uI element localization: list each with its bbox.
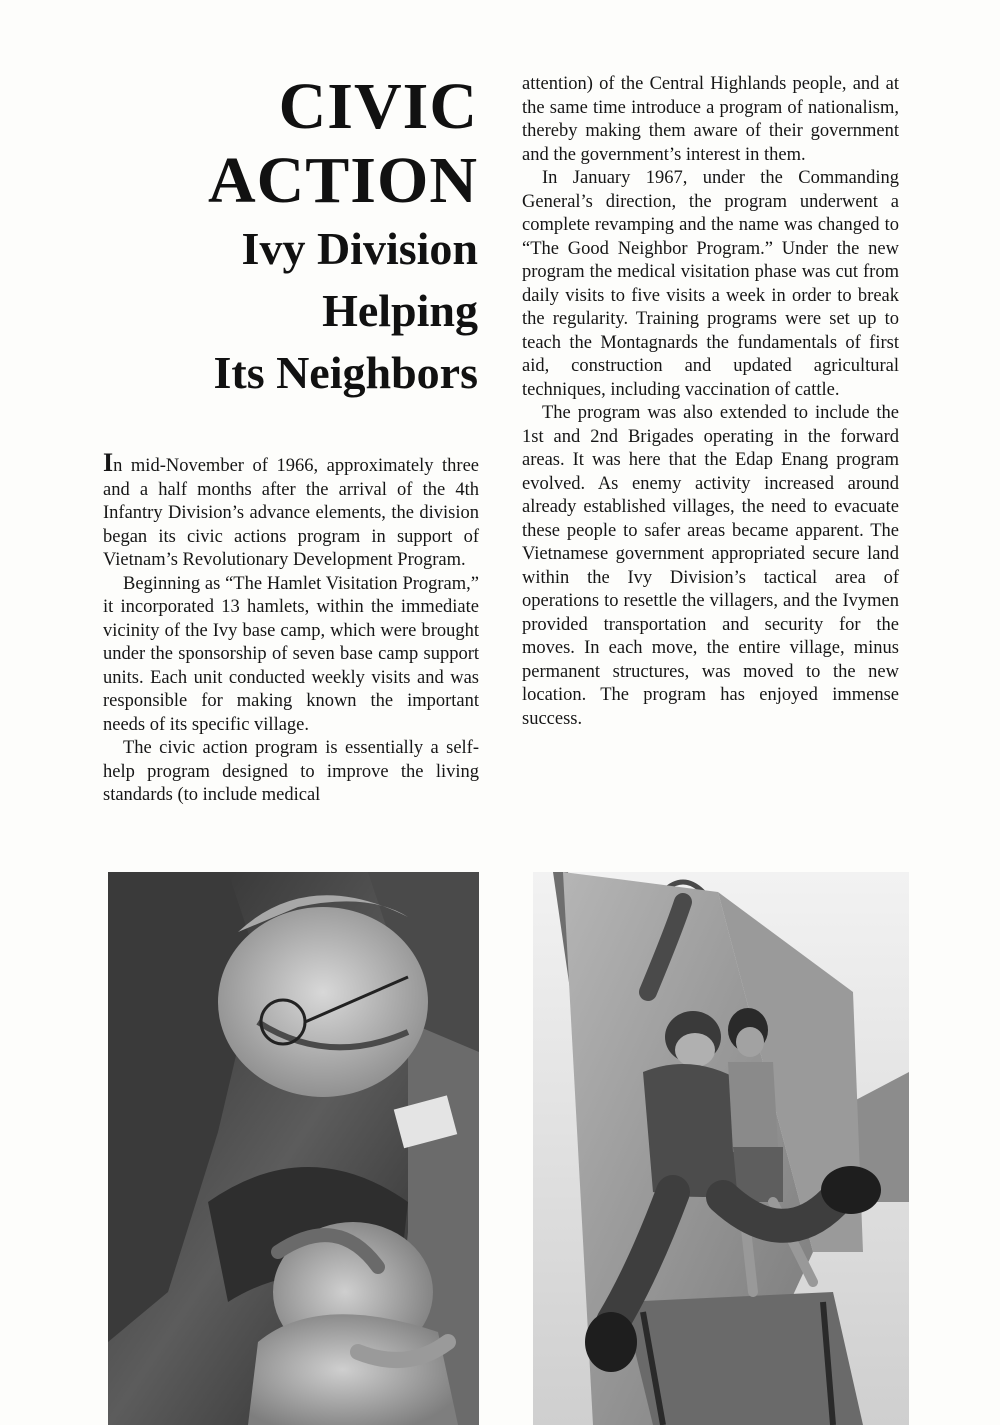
photo-soldier-on-slide-with-child-image: [533, 872, 909, 1425]
article-paragraph-5: The program was also extended to include the 1st and 2nd Brigades operating in the forward areas. It was here that the Edap Enang program evolved. As enemy activity increased around already established villages, the need to evacuate these people to safer areas became apparent. The Vietnamese government appropriated secure land within the Ivy Division’s tactical area of operations to resettle the villagers, and the Ivymen provided transportation and security for the moves. In each move, the entire village, minus permanent structures, was moved to the new location. The program has enjoyed immense success.: [522, 403, 899, 729]
drop-cap: I: [103, 448, 114, 477]
article-paragraph-3-continued: attention) of the Central Highlands people, and at the same time introduce a program of nationalism, thereby making them aware of their government and the government’s interest in them.: [522, 74, 899, 165]
headline-line-action: ACTION: [207, 144, 478, 217]
article-column-right: [522, 73, 899, 731]
paragraph-1-text: n mid-November of 1966, approximately three and a half months after the arrival of the 4th Infantry Division’s advance elements, the division began its civic actions program in support of Vietnam’s Revolutionary Development Program.: [103, 456, 479, 570]
headline-line-civic: CIVIC: [278, 70, 478, 143]
photo-soldier-on-slide-with-child: [533, 872, 909, 1425]
article-paragraph-2: Beginning as “The Hamlet Visitation Program,” it incorporated 13 hamlets, within the immediate vicinity of the Ivy base camp, which were brought under the sponsorship of seven base camp support units. Each unit conducted weekly visits and was responsible for making known the important needs of its specific village.: [103, 573, 479, 735]
subheadline-ivy-division: Ivy Division: [241, 223, 478, 274]
article-column-left: [103, 448, 479, 808]
subheadline-its-neighbors: Its Neighbors: [213, 347, 478, 398]
headline: [208, 70, 478, 404]
subheadline-helping: Helping: [322, 285, 478, 336]
article-paragraph-1: [103, 448, 479, 573]
photo-medic-examining-infant-image: [108, 872, 479, 1425]
article-paragraph-4: In January 1967, under the Commanding General’s direction, the program underwent a complete revamping and the name was changed to “The Good Neighbor Program.” Under the new program the medical visitation phase was cut from daily visits to five visits a week in order to break the regularity. Training programs were set up to teach the Montagnards the fundamentals of first aid, construction and updated agricultural techniques, including vaccination of cattle.: [522, 168, 899, 400]
photo-medic-examining-infant: [108, 872, 479, 1425]
article-paragraph-3: The civic action program is essentially a self-help program designed to improve the living standards (to include medical: [103, 738, 479, 805]
